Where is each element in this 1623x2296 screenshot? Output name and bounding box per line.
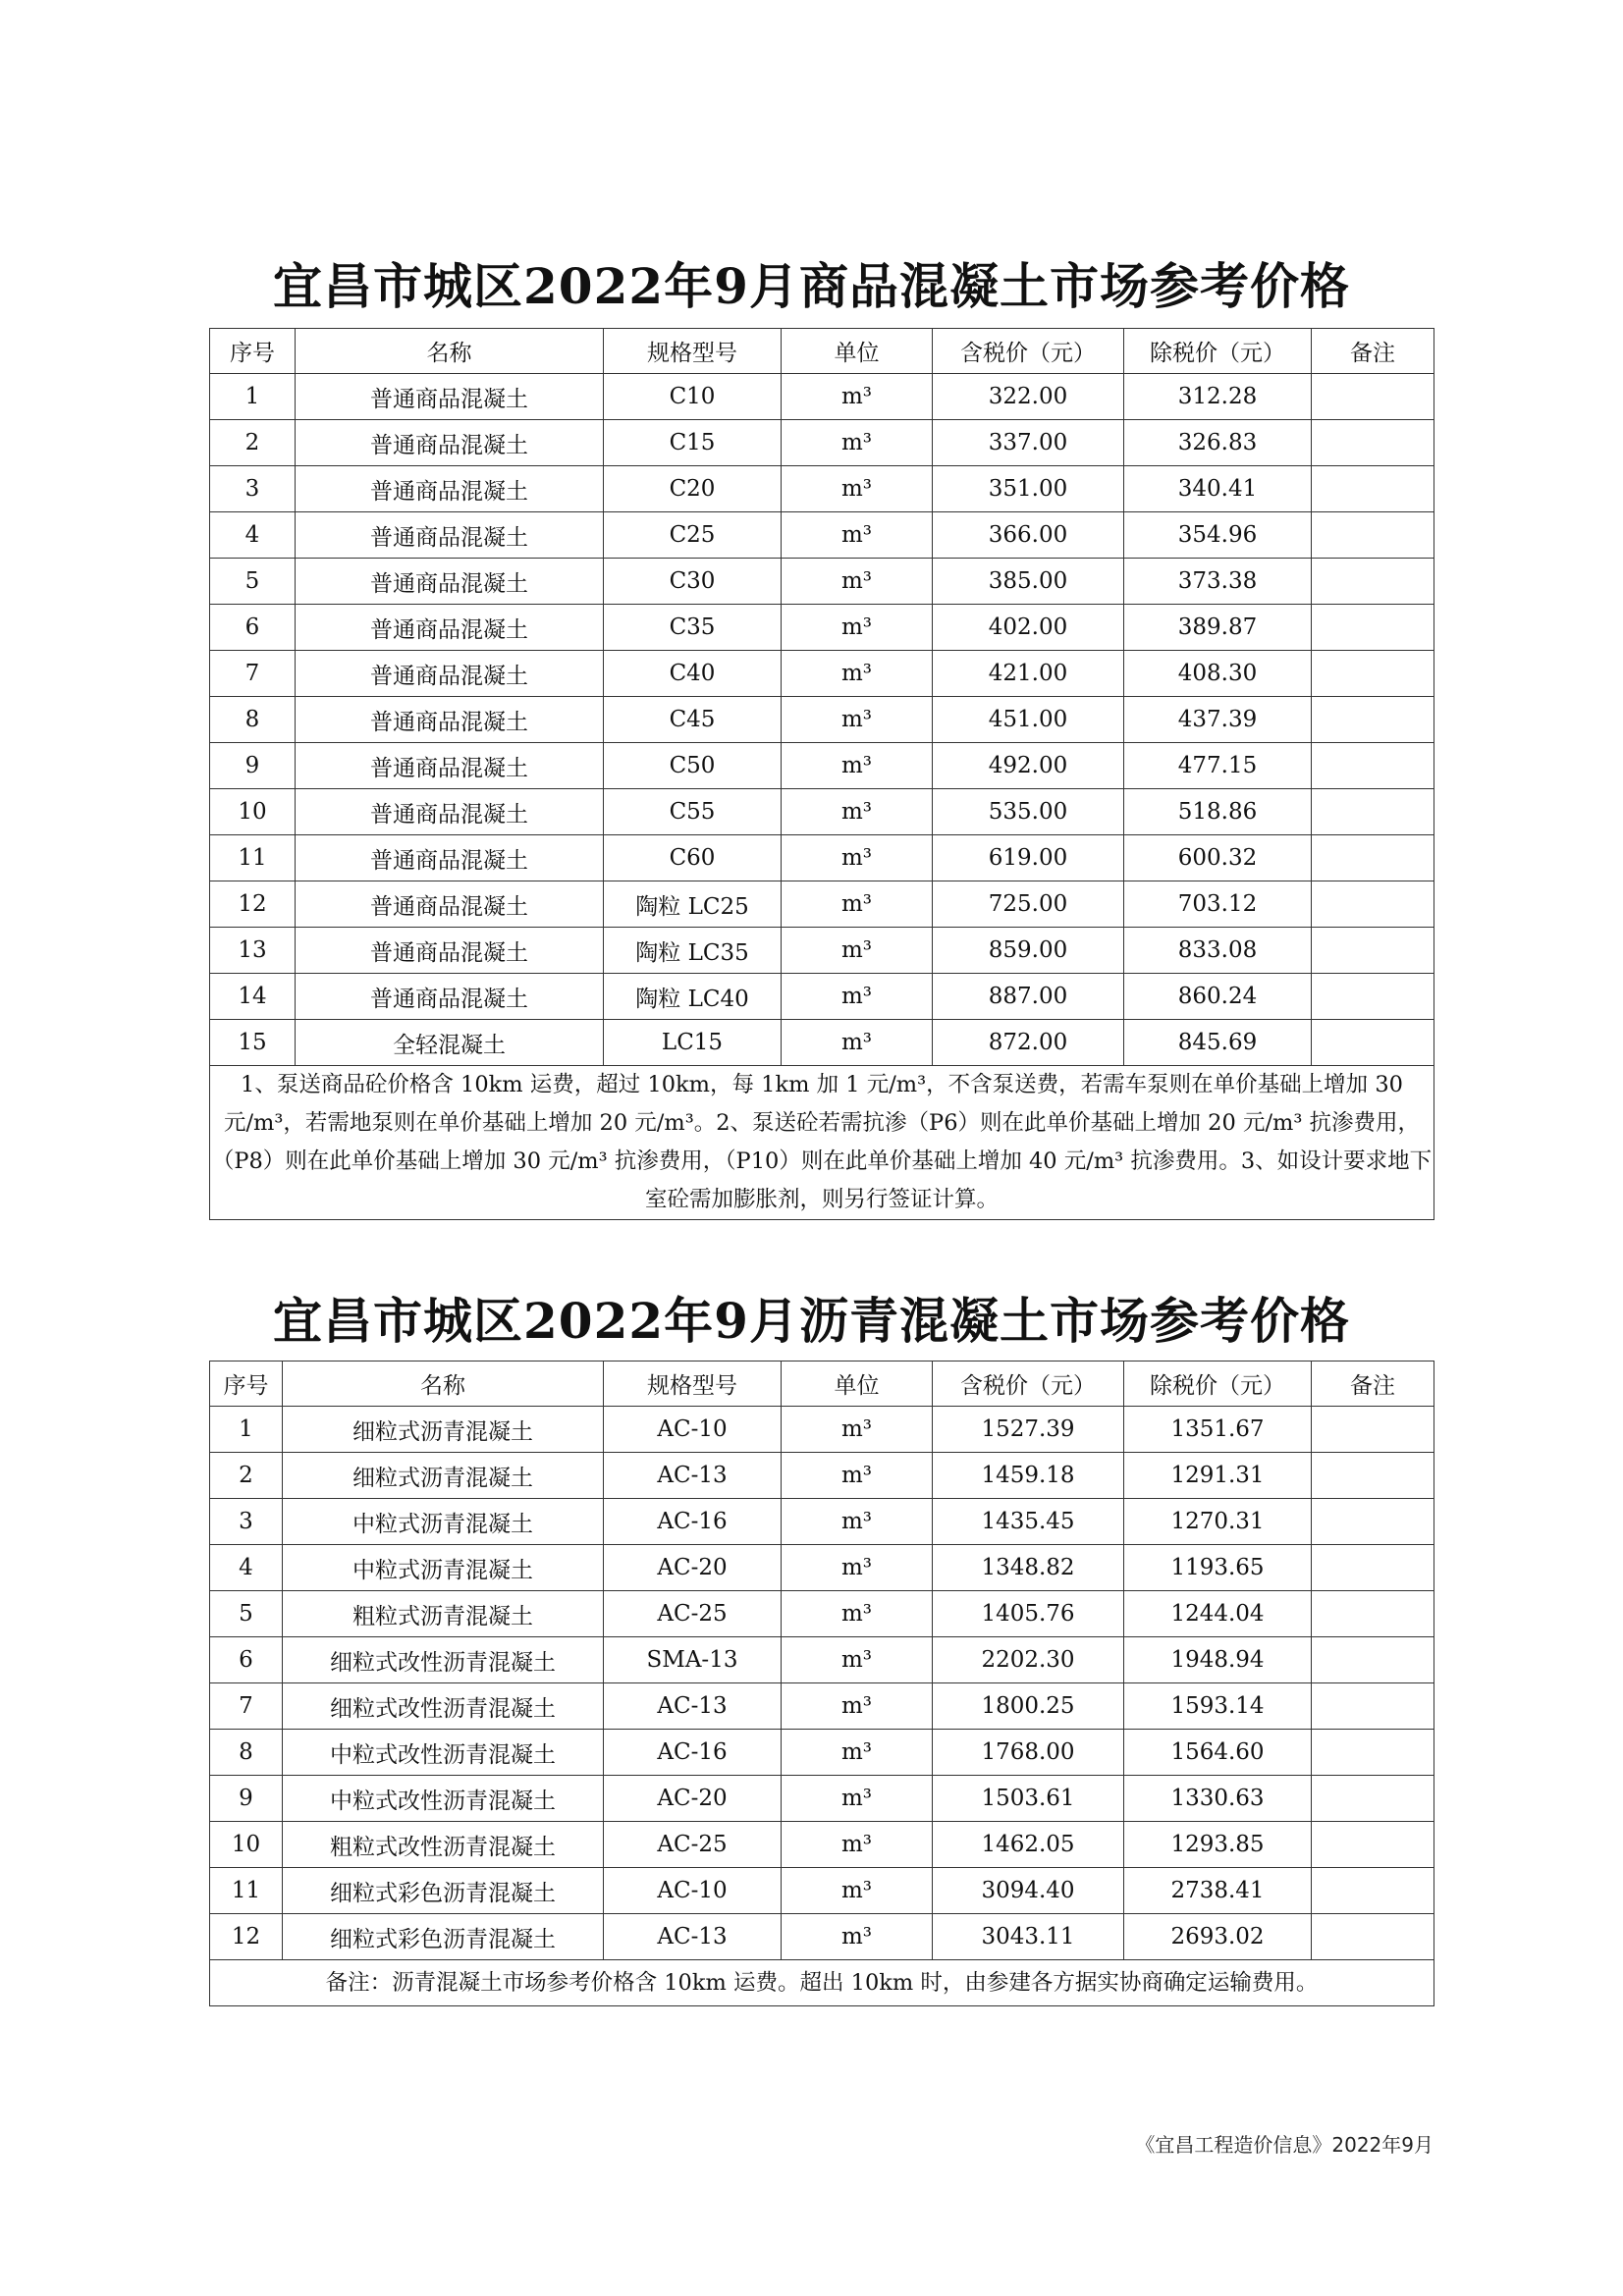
table-row [210, 928, 1434, 974]
table-cell: 725.00 [933, 881, 1124, 928]
table-cell: 373.38 [1124, 559, 1312, 605]
table-cell: AC-20 [604, 1545, 782, 1591]
column-header: 序号 [210, 329, 296, 374]
table-cell: AC-16 [604, 1499, 782, 1545]
table-cell: m³ [782, 697, 933, 743]
table-cell: 普通商品混凝土 [296, 881, 604, 928]
table-cell [1312, 1822, 1434, 1868]
table-cell: 1270.31 [1124, 1499, 1312, 1545]
table-cell: 2 [210, 420, 296, 466]
table-cell: AC-13 [604, 1683, 782, 1730]
table-cell: 337.00 [933, 420, 1124, 466]
table-cell: 细粒式改性沥青混凝土 [283, 1683, 604, 1730]
table-cell: 3043.11 [933, 1914, 1124, 1960]
column-header: 含税价（元） [933, 1362, 1124, 1407]
table-cell: 粗粒式改性沥青混凝土 [283, 1822, 604, 1868]
table-cell: C25 [604, 512, 782, 559]
table-row [210, 374, 1434, 420]
table-cell: 10 [210, 789, 296, 835]
table-cell [1312, 1453, 1434, 1499]
table-cell: 10 [210, 1822, 283, 1868]
table-cell: 437.39 [1124, 697, 1312, 743]
table-cell: m³ [782, 789, 933, 835]
asphalt-price-table [209, 1361, 1434, 2006]
table-cell: m³ [782, 512, 933, 559]
table-cell: 845.69 [1124, 1020, 1312, 1066]
table-cell: LC15 [604, 1020, 782, 1066]
table-cell: m³ [782, 928, 933, 974]
table-cell [1312, 835, 1434, 881]
note-row [210, 1960, 1434, 2006]
table-row [210, 420, 1434, 466]
table-cell: 1293.85 [1124, 1822, 1312, 1868]
table-cell: 3 [210, 1499, 283, 1545]
table-cell: 535.00 [933, 789, 1124, 835]
table-cell: m³ [782, 974, 933, 1020]
table-cell: 1948.94 [1124, 1637, 1312, 1683]
table-cell: C55 [604, 789, 782, 835]
table-note: 备注：沥青混凝土市场参考价格含 10km 运费。超出 10km 时，由参建各方据实协商确定运输费用。 [210, 1960, 1434, 2006]
table-cell: 细粒式彩色沥青混凝土 [283, 1868, 604, 1914]
table-cell: 中粒式改性沥青混凝土 [283, 1776, 604, 1822]
table-cell: 833.08 [1124, 928, 1312, 974]
table-cell: SMA-13 [604, 1637, 782, 1683]
table-cell [1312, 1407, 1434, 1453]
table-cell: C40 [604, 651, 782, 697]
column-header: 规格型号 [604, 329, 782, 374]
table-cell: 2 [210, 1453, 283, 1499]
table-cell: 11 [210, 835, 296, 881]
table-cell: 普通商品混凝土 [296, 743, 604, 789]
table-cell: AC-20 [604, 1776, 782, 1822]
table-cell: 619.00 [933, 835, 1124, 881]
table-cell: C30 [604, 559, 782, 605]
table-cell: 322.00 [933, 374, 1124, 420]
table-cell: m³ [782, 881, 933, 928]
table-cell [1312, 881, 1434, 928]
column-header: 含税价（元） [933, 329, 1124, 374]
table-cell: 703.12 [1124, 881, 1312, 928]
table-cell: m³ [782, 1868, 933, 1914]
table-cell [1312, 1730, 1434, 1776]
table-cell: 4 [210, 1545, 283, 1591]
table-cell: AC-25 [604, 1591, 782, 1637]
column-header: 规格型号 [604, 1362, 782, 1407]
table-row [210, 559, 1434, 605]
table-row [210, 1499, 1434, 1545]
concrete-price-table [209, 328, 1434, 1220]
table-cell: 351.00 [933, 466, 1124, 512]
table-cell: AC-10 [604, 1868, 782, 1914]
table-cell: AC-10 [604, 1407, 782, 1453]
table-cell: 粗粒式沥青混凝土 [283, 1591, 604, 1637]
table-row [210, 789, 1434, 835]
table-cell: C15 [604, 420, 782, 466]
table-cell: AC-25 [604, 1822, 782, 1868]
table-cell [1312, 743, 1434, 789]
table-cell: C60 [604, 835, 782, 881]
table-cell: 5 [210, 559, 296, 605]
table-cell: 421.00 [933, 651, 1124, 697]
table-row [210, 697, 1434, 743]
table-cell: 1 [210, 374, 296, 420]
table-cell [1312, 789, 1434, 835]
table-cell: 陶粒 LC25 [604, 881, 782, 928]
table-cell: 326.83 [1124, 420, 1312, 466]
table-header-row [210, 329, 1434, 374]
table-row [210, 1776, 1434, 1822]
table-cell: 普通商品混凝土 [296, 974, 604, 1020]
table-cell: 12 [210, 881, 296, 928]
table-cell: 中粒式沥青混凝土 [283, 1499, 604, 1545]
table-cell [1312, 420, 1434, 466]
table-cell: 普通商品混凝土 [296, 559, 604, 605]
table-cell: m³ [782, 1914, 933, 1960]
note-row [210, 1066, 1434, 1220]
table-row [210, 743, 1434, 789]
table-cell: 细粒式沥青混凝土 [283, 1453, 604, 1499]
table-cell: m³ [782, 1730, 933, 1776]
table-cell: m³ [782, 466, 933, 512]
table-cell: m³ [782, 1776, 933, 1822]
table-cell [1312, 974, 1434, 1020]
table-row [210, 1683, 1434, 1730]
table-row [210, 974, 1434, 1020]
table-cell: 2202.30 [933, 1637, 1124, 1683]
table-row [210, 605, 1434, 651]
table-cell: m³ [782, 605, 933, 651]
table-cell: m³ [782, 651, 933, 697]
page-footer: 《宜昌工程造价信息》2022年9月 [1135, 2133, 1434, 2157]
table-cell: 细粒式彩色沥青混凝土 [283, 1914, 604, 1960]
table-cell: 中粒式改性沥青混凝土 [283, 1730, 604, 1776]
table-cell: m³ [782, 1453, 933, 1499]
table-cell: C45 [604, 697, 782, 743]
table-cell: 5 [210, 1591, 283, 1637]
table-cell: 陶粒 LC40 [604, 974, 782, 1020]
table-cell: 1768.00 [933, 1730, 1124, 1776]
table-cell: 7 [210, 1683, 283, 1730]
table-cell: m³ [782, 374, 933, 420]
table-row [210, 1545, 1434, 1591]
table-cell: C50 [604, 743, 782, 789]
table-row [210, 1637, 1434, 1683]
table-cell: 402.00 [933, 605, 1124, 651]
column-header: 除税价（元） [1124, 329, 1312, 374]
table-cell: 451.00 [933, 697, 1124, 743]
table-cell: 全轻混凝土 [296, 1020, 604, 1066]
table-cell: 1435.45 [933, 1499, 1124, 1545]
table-cell: m³ [782, 1591, 933, 1637]
table-cell: C10 [604, 374, 782, 420]
table-cell: 中粒式沥青混凝土 [283, 1545, 604, 1591]
table-cell: 340.41 [1124, 466, 1312, 512]
table-cell: 1462.05 [933, 1822, 1124, 1868]
table-cell: 7 [210, 651, 296, 697]
table-row [210, 1868, 1434, 1914]
column-header: 备注 [1312, 1362, 1434, 1407]
table-row [210, 1914, 1434, 1960]
table-cell [1312, 1637, 1434, 1683]
table-row [210, 1822, 1434, 1868]
table-cell: m³ [782, 1020, 933, 1066]
table-cell [1312, 697, 1434, 743]
table-cell: m³ [782, 1545, 933, 1591]
table-cell [1312, 1545, 1434, 1591]
table-cell: AC-16 [604, 1730, 782, 1776]
table-cell: 普通商品混凝土 [296, 697, 604, 743]
table-cell: 普通商品混凝土 [296, 605, 604, 651]
table-cell: 600.32 [1124, 835, 1312, 881]
table-cell: C35 [604, 605, 782, 651]
table-cell: m³ [782, 835, 933, 881]
table-cell: 普通商品混凝土 [296, 835, 604, 881]
table-cell: 6 [210, 1637, 283, 1683]
table-cell: 1527.39 [933, 1407, 1124, 1453]
table-cell: 1330.63 [1124, 1776, 1312, 1822]
table-cell: m³ [782, 1637, 933, 1683]
table-row [210, 1730, 1434, 1776]
table-row [210, 1020, 1434, 1066]
table-cell: 普通商品混凝土 [296, 512, 604, 559]
table-cell: 1459.18 [933, 1453, 1124, 1499]
table-note: 1、泵送商品砼价格含 10km 运费，超过 10km，每 1km 加 1 元/m³，不含泵送费，若需车泵则在单价基础上增加 30 元/m³，若需地泵则在单价基础上增加 20 元/m³。2、泵送砼若需抗渗（P6）则在此单价基础上增加 20 元/m³ 抗渗费用，（P8）则在此单价基础上增加 30 元/m³ 抗渗费用，（P10）则在此单价基础上增加 40 元/m³ 抗渗费用。3、如设计要求地下室砼需加膨胀剂，则另行签证计算。 [210, 1066, 1434, 1220]
table-cell: 1800.25 [933, 1683, 1124, 1730]
table-cell [1312, 1776, 1434, 1822]
table-cell [1312, 466, 1434, 512]
table-cell: 11 [210, 1868, 283, 1914]
table-cell: m³ [782, 1499, 933, 1545]
table-cell [1312, 651, 1434, 697]
table-cell: 普通商品混凝土 [296, 789, 604, 835]
table-cell: 13 [210, 928, 296, 974]
table-cell: 389.87 [1124, 605, 1312, 651]
table-cell: 普通商品混凝土 [296, 374, 604, 420]
table-cell [1312, 559, 1434, 605]
concrete-price-title: 宜昌市城区2022年9月商品混凝土市场参考价格 [273, 257, 1350, 315]
column-header: 备注 [1312, 329, 1434, 374]
table-header-row [210, 1362, 1434, 1407]
table-cell: m³ [782, 743, 933, 789]
table-cell: 4 [210, 512, 296, 559]
table-cell: m³ [782, 1822, 933, 1868]
table-cell: 518.86 [1124, 789, 1312, 835]
column-header: 名称 [296, 329, 604, 374]
table-cell: 1 [210, 1407, 283, 1453]
table-cell: 细粒式沥青混凝土 [283, 1407, 604, 1453]
table-row [210, 1453, 1434, 1499]
table-row [210, 1591, 1434, 1637]
table-cell [1312, 1499, 1434, 1545]
table-cell [1312, 1683, 1434, 1730]
table-cell: 385.00 [933, 559, 1124, 605]
table-cell: 859.00 [933, 928, 1124, 974]
column-header: 单位 [782, 1362, 933, 1407]
table-row [210, 466, 1434, 512]
table-cell: 1351.67 [1124, 1407, 1312, 1453]
table-cell: 477.15 [1124, 743, 1312, 789]
table-cell: AC-13 [604, 1914, 782, 1960]
table-cell [1312, 1020, 1434, 1066]
table-row [210, 835, 1434, 881]
table-cell: 12 [210, 1914, 283, 1960]
table-cell: 8 [210, 697, 296, 743]
table-cell: 9 [210, 1776, 283, 1822]
table-cell: 1291.31 [1124, 1453, 1312, 1499]
column-header: 单位 [782, 329, 933, 374]
table-cell: m³ [782, 1683, 933, 1730]
table-cell: C20 [604, 466, 782, 512]
table-cell [1312, 1591, 1434, 1637]
table-row [210, 512, 1434, 559]
table-cell: 陶粒 LC35 [604, 928, 782, 974]
table-cell: 1564.60 [1124, 1730, 1312, 1776]
table-cell: 普通商品混凝土 [296, 420, 604, 466]
table-cell: m³ [782, 420, 933, 466]
column-header: 名称 [283, 1362, 604, 1407]
table-cell: 1405.76 [933, 1591, 1124, 1637]
table-cell: 312.28 [1124, 374, 1312, 420]
table-cell: 1593.14 [1124, 1683, 1312, 1730]
table-row [210, 651, 1434, 697]
table-row [210, 881, 1434, 928]
table-cell: 普通商品混凝土 [296, 466, 604, 512]
table-cell: 2738.41 [1124, 1868, 1312, 1914]
table-cell: 2693.02 [1124, 1914, 1312, 1960]
table-cell: 872.00 [933, 1020, 1124, 1066]
asphalt-price-title: 宜昌市城区2022年9月沥青混凝土市场参考价格 [273, 1292, 1350, 1350]
table-row [210, 1407, 1434, 1453]
table-cell: 492.00 [933, 743, 1124, 789]
table-cell: 887.00 [933, 974, 1124, 1020]
table-cell: 3094.40 [933, 1868, 1124, 1914]
table-cell: 普通商品混凝土 [296, 928, 604, 974]
table-cell: m³ [782, 559, 933, 605]
table-cell: 15 [210, 1020, 296, 1066]
table-cell: 普通商品混凝土 [296, 651, 604, 697]
table-cell: 366.00 [933, 512, 1124, 559]
table-cell: 1348.82 [933, 1545, 1124, 1591]
table-cell: 细粒式改性沥青混凝土 [283, 1637, 604, 1683]
table-cell: AC-13 [604, 1453, 782, 1499]
table-cell: 1193.65 [1124, 1545, 1312, 1591]
table-cell: 860.24 [1124, 974, 1312, 1020]
table-cell: 1503.61 [933, 1776, 1124, 1822]
table-cell: 6 [210, 605, 296, 651]
table-cell: 408.30 [1124, 651, 1312, 697]
table-cell [1312, 605, 1434, 651]
table-cell: 9 [210, 743, 296, 789]
table-cell: 1244.04 [1124, 1591, 1312, 1637]
table-cell [1312, 1868, 1434, 1914]
table-cell [1312, 928, 1434, 974]
table-cell: 14 [210, 974, 296, 1020]
table-cell: 8 [210, 1730, 283, 1776]
table-cell: 354.96 [1124, 512, 1312, 559]
table-cell: m³ [782, 1407, 933, 1453]
table-cell [1312, 374, 1434, 420]
table-cell [1312, 1914, 1434, 1960]
column-header: 除税价（元） [1124, 1362, 1312, 1407]
table-cell [1312, 512, 1434, 559]
column-header: 序号 [210, 1362, 283, 1407]
table-cell: 3 [210, 466, 296, 512]
